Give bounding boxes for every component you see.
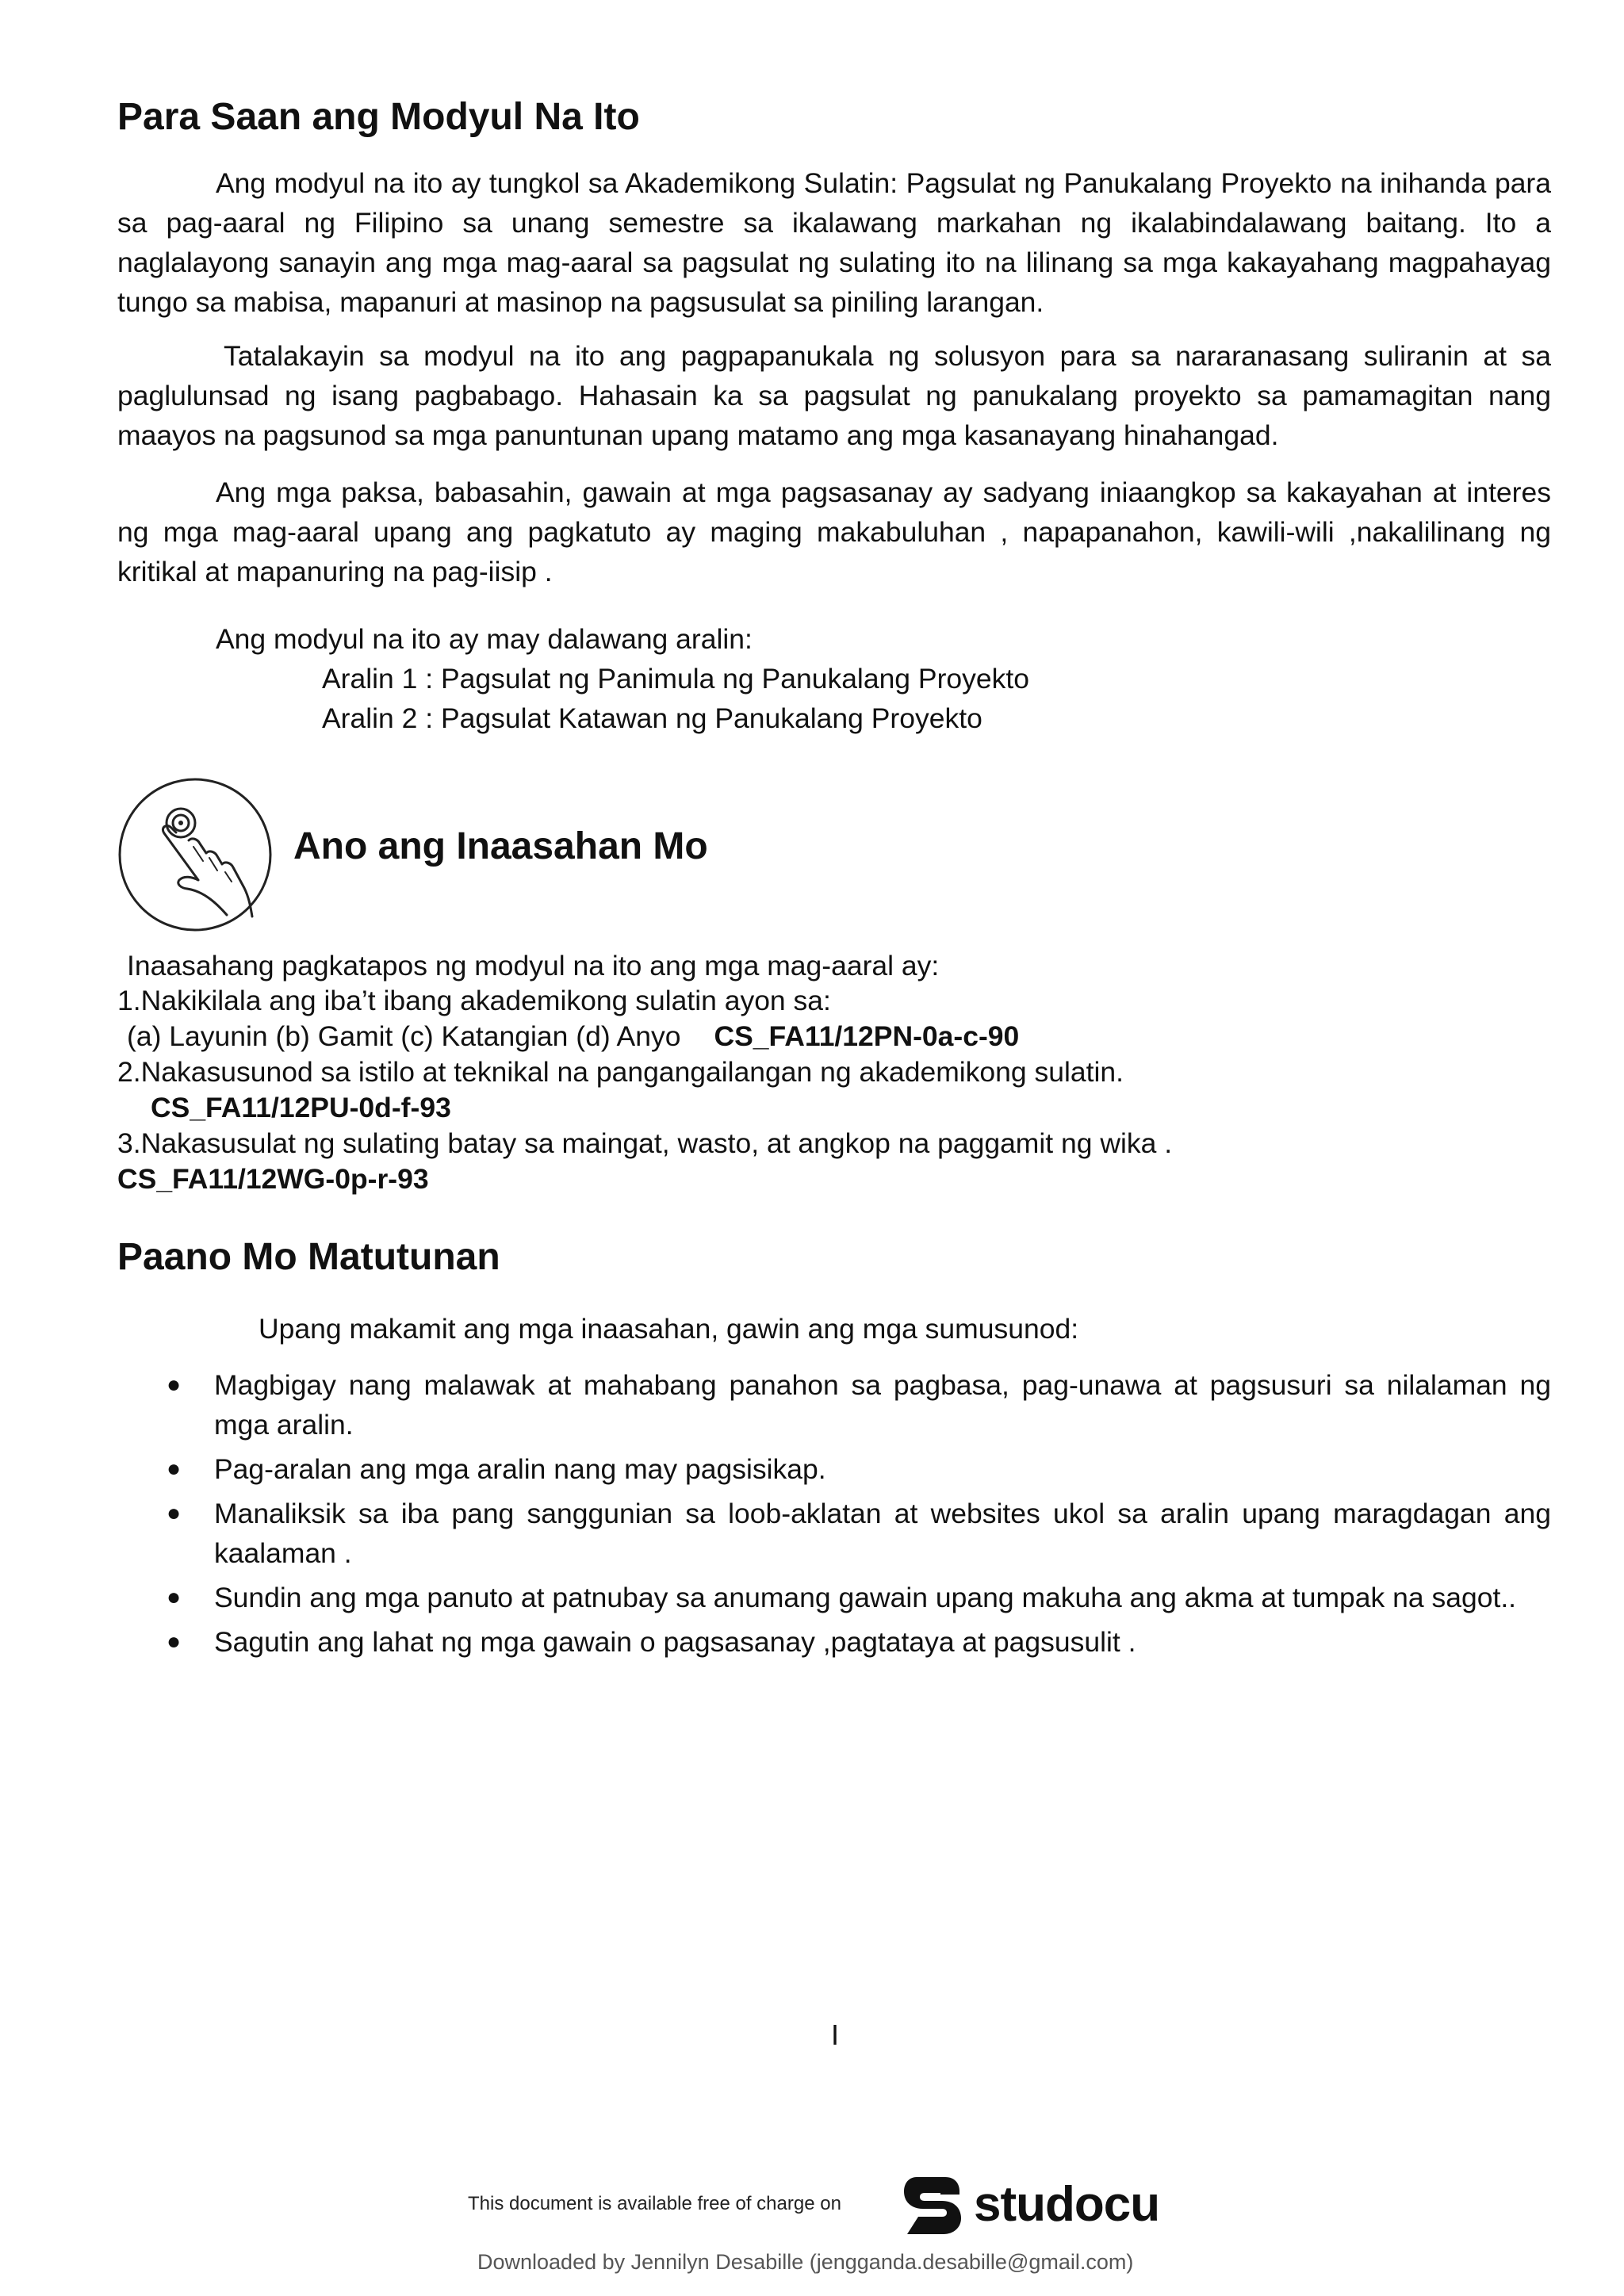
objective-1-details <box>127 1019 1019 1054</box>
footer-availability-text: This document is available free of charge on <box>468 2193 841 2214</box>
bullet-icon: ● <box>167 1628 182 1655</box>
lessons-intro: Ang modyul na ito ay may dalawang aralin: <box>216 623 753 655</box>
paragraph-intro-2: Tatalakayin sa modyul na ito ang pagpapanukala ng solusyon para sa nararanasang suliranin at sa paglulunsad ng isang pagbabago. Hahasain ka sa pagsulat ng panukalang proyekto sa pamamagitan nang maayos na pagsunod sa mga panuntunan upang matamo ang mga kasanayang hinahangad. <box>117 340 1551 451</box>
section-title-para-saan: Para Saan ang Modyul Na Ito <box>117 96 640 138</box>
lesson-item-2: Aralin 2 : Pagsulat Katawan ng Panukalang Proyekto <box>322 702 982 734</box>
footer-downloaded-by: Downloaded by Jennilyn Desabille (jengganda.desabille@gmail.com) <box>477 2250 1134 2274</box>
objective-1: 1.Nakikilala ang iba’t ibang akademikong sulatin ayon sa: <box>117 985 831 1016</box>
paano-intro: Upang makamit ang mga inaasahan, gawin ang mga sumusunod: <box>259 1313 1079 1345</box>
objective-2: 2.Nakasusunod sa istilo at teknikal na pangangailangan ng akademikong sulatin. <box>117 1056 1124 1088</box>
section-title-paano: Paano Mo Matutunan <box>117 1236 500 1278</box>
bullet-icon: ● <box>167 1456 182 1482</box>
objective-3-code: CS_FA11/12WG-0p-r-93 <box>117 1163 429 1195</box>
paragraph-intro-3: Ang mga paksa, babasahin, gawain at mga pagsasanay ay sadyang iniaangkop sa kakayahan at interes ng mga mag-aaral upang ang pagkatuto ay maging makabuluhan , napapanahon, kawili-wili ,nakalilinang ng kritikal at mapanuring na pag-iisip . <box>117 476 1551 587</box>
lesson-item-1: Aralin 1 : Pagsulat ng Panimula ng Panukalang Proyekto <box>322 663 1030 695</box>
bullet-icon: ● <box>167 1372 182 1398</box>
step-text: Magbigay nang malawak at mahabang panahon sa pagbasa, pag-unawa at pagsusuri sa nilalaman ng mga aralin. <box>214 1369 1551 1441</box>
studocu-logo[interactable] <box>899 2171 1159 2237</box>
studocu-wordmark: studocu <box>974 2176 1160 2232</box>
bullet-icon: ● <box>167 1584 182 1610</box>
objective-2-code: CS_FA11/12PU-0d-f-93 <box>151 1092 451 1123</box>
studocu-mark-icon <box>899 2171 966 2237</box>
step-text: Sagutin ang lahat ng mga gawain o pagsasanay ,pagtataya at pagsusulit . <box>214 1626 1136 1658</box>
inaasahan-intro: Inaasahang pagkatapos ng modyul na ito ang mga mag-aaral ay: <box>127 950 940 982</box>
section-title-inaasahan: Ano ang Inaasahan Mo <box>293 825 708 867</box>
list-item <box>117 1449 1551 1489</box>
step-text: Pag-aralan ang mga aralin nang may pagsisikap. <box>214 1453 826 1485</box>
page-number: I <box>831 2019 840 2051</box>
objective-1-subitems: (a) Layunin (b) Gamit (c) Katangian (d) Anyo <box>127 1020 681 1052</box>
paragraph-intro-1: Ang modyul na ito ay tungkol sa Akademikong Sulatin: Pagsulat ng Panukalang Proyekto na inihanda para sa pag-aaral ng Filipino sa unang semestre sa ikalawang markahan ng ikalabindalawang baitang. Ito a naglalayong sanayin ang mga mag-aaral sa pagsulat ng sulating ito na lilinang sa mga kakayahang magpahayag tungo sa mabisa, mapanuri at masinop na pagsusulat sa piniling larangan. <box>117 167 1551 318</box>
list-item <box>117 1622 1551 1662</box>
bullet-icon: ● <box>167 1500 182 1526</box>
list-item <box>117 1578 1551 1617</box>
list-item <box>117 1365 1551 1445</box>
hand-pointer-icon <box>116 775 274 934</box>
step-text: Sundin ang mga panuto at patnubay sa anumang gawain upang makuha ang akma at tumpak na sagot.. <box>214 1582 1517 1613</box>
objective-1-code: CS_FA11/12PN-0a-c-90 <box>714 1020 1020 1052</box>
list-item <box>117 1494 1551 1573</box>
step-text: Manaliksik sa iba pang sanggunian sa loob-aklatan at websites ukol sa aralin upang maragdagan ang kaalaman . <box>214 1498 1551 1569</box>
objective-3: 3.Nakasusulat ng sulating batay sa maingat, wasto, at angkop na paggamit ng wika . <box>117 1127 1173 1159</box>
steps-list <box>117 1365 1551 1667</box>
